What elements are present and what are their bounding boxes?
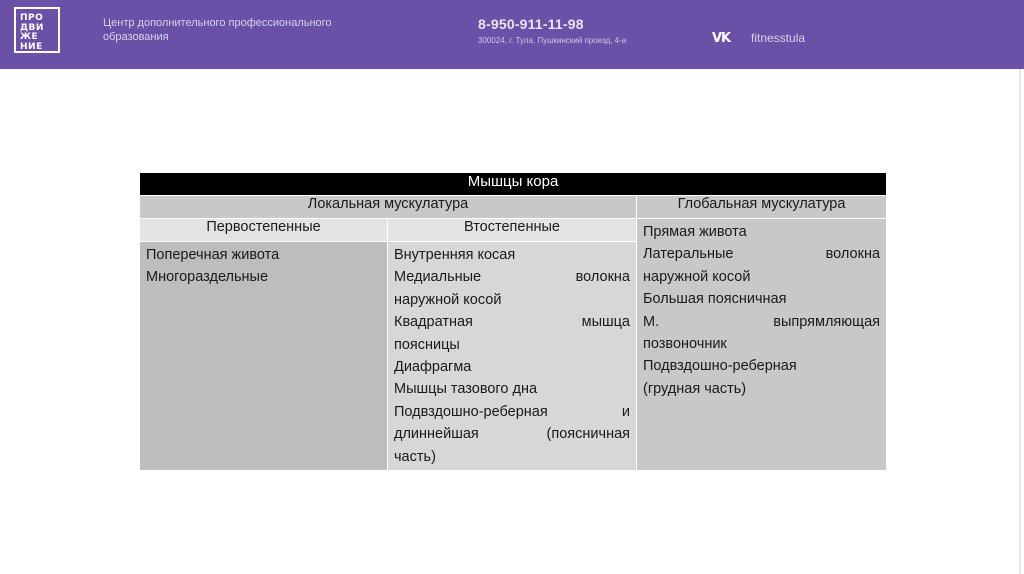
divider <box>1019 69 1021 574</box>
primary-muscles-cell <box>140 242 388 471</box>
secondary-header: Втостепенные <box>388 219 637 242</box>
list-item: (грудная часть) <box>643 380 747 397</box>
list-item: Многораздельные <box>146 269 269 286</box>
list-item: позвоночник <box>643 336 727 353</box>
list-item: Подвздошно-реберная и <box>394 403 630 420</box>
social-handle[interactable]: fitnesstula <box>751 31 806 45</box>
org-line: Центр дополнительного профессионального <box>103 17 332 29</box>
logo-line: ЖЕ <box>20 32 39 42</box>
list-item: М. выпрямляющая <box>643 313 881 330</box>
table-title: Мышцы кора <box>140 173 887 196</box>
list-item: Мышцы тазового дна <box>394 381 538 398</box>
list-item: Прямая живота <box>643 224 747 240</box>
list-item: Большая поясничная <box>643 291 787 308</box>
secondary-muscles-cell <box>388 242 637 471</box>
global-muscles-cell <box>637 219 887 471</box>
list-item: Внутренняя косая <box>394 247 516 263</box>
logo-line: ДВИ <box>20 22 44 33</box>
global-muscles-header: Глобальная мускулатура <box>637 196 887 219</box>
list-item: Диафрагма <box>394 359 472 376</box>
list-item: наружной косой <box>394 291 502 308</box>
list-item: Подвздошно-реберная <box>643 358 797 375</box>
org-line: образования <box>103 31 169 43</box>
list-item: поясницы <box>394 336 460 353</box>
primary-header: Первостепенные <box>140 219 388 242</box>
list-item: длиннейшая (поясничная <box>394 426 630 443</box>
list-item: Латеральные волокна <box>643 246 881 263</box>
phone-number[interactable]: 8-950-911-11-98 <box>478 16 584 32</box>
vk-icon[interactable]: VK <box>712 31 731 46</box>
organization-name <box>103 16 403 44</box>
logo[interactable] <box>14 7 60 53</box>
list-item: часть) <box>394 448 436 465</box>
local-muscles-header: Локальная мускулатура <box>140 196 637 219</box>
logo-line: НИЕ <box>20 41 43 52</box>
logo-line: ПРО <box>20 13 44 23</box>
list-item: наружной косой <box>643 268 751 285</box>
address: 300024, г. Тула, Пушкинский проезд, 4-а <box>478 36 627 45</box>
list-item: Квадратная мышца <box>394 314 630 331</box>
header-bar <box>0 0 1024 69</box>
core-muscles-table <box>139 172 887 471</box>
list-item: Поперечная живота <box>146 247 280 263</box>
list-item: Медиальные волокна <box>394 269 630 286</box>
